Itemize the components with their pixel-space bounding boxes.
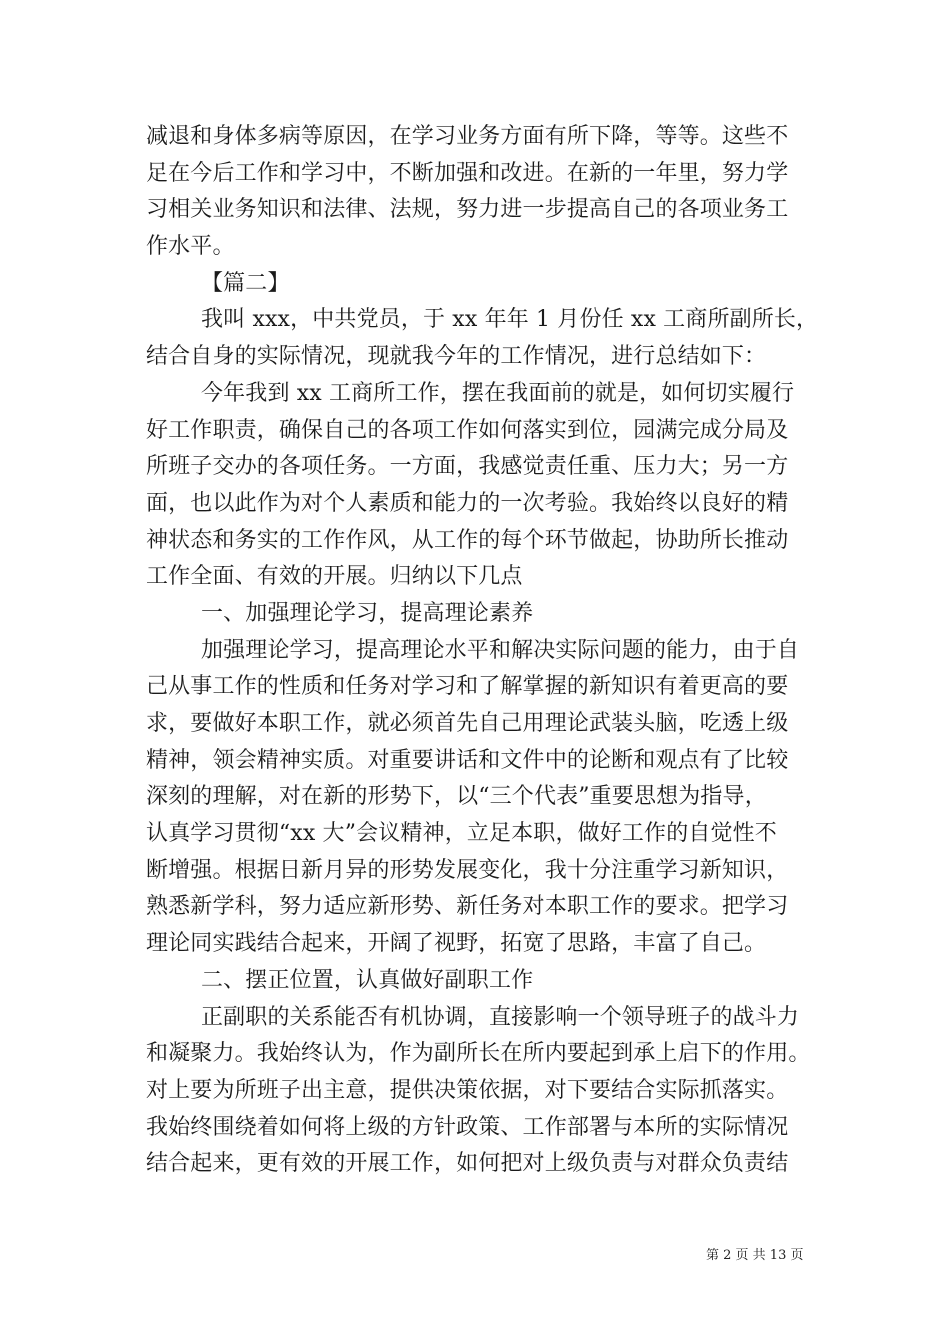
text-line: 习相关业务知识和法律、法规，努力进一步提高自己的各项业务工 <box>146 197 789 223</box>
text-line: 作水平。 <box>146 234 235 260</box>
text-line: 理论同实践结合起来，开阔了视野，拓宽了思路，丰富了自己。 <box>146 931 767 957</box>
text-line: 和凝聚力。我始终认为，作为副所长在所内要起到承上启下的作用。 <box>146 1041 811 1067</box>
text-line: 工作全面、有效的开展。归纳以下几点 <box>146 564 523 590</box>
text-line: 好工作职责，确保自己的各项工作如何落实到位，园满完成分局及 <box>146 417 789 443</box>
text-line: 深刻的理解，对在新的形势下，以“三个代表”重要思想为指导， <box>146 784 767 810</box>
text-line: 断增强。根据日新月异的形势发展变化，我十分注重学习新知识， <box>146 857 789 883</box>
text-line: 求，要做好本职工作，就必须首先自己用理论武装头脑，吃透上级 <box>146 711 789 736</box>
text-line: 面，也以此作为对个人素质和能力的一次考验。我始终以良好的精 <box>146 490 789 516</box>
text-line: 所班子交办的各项任务。一方面，我感觉责任重、压力大；另一方 <box>146 454 789 480</box>
text-line: 对上要为所班子出主意，提供决策依据，对下要结合实际抓落实。 <box>146 1077 789 1103</box>
text-line: 己从事工作的性质和任务对学习和了解掌握的新知识有着更高的要 <box>146 674 789 700</box>
text-line: 结合起来，更有效的开展工作，如何把对上级负责与对群众负责结 <box>146 1151 789 1177</box>
text-line: 一、加强理论学习，提高理论素养 <box>201 600 534 626</box>
text-line: 今年我到 xx 工商所工作，摆在我面前的就是，如何切实履行 <box>201 380 795 406</box>
text-line: 结合自身的实际情况，现就我今年的工作情况，进行总结如下： <box>146 344 767 370</box>
text-line: 认真学习贯彻“xx 大”会议精神，立足本职，做好工作的自觉性不 <box>146 821 777 847</box>
text-line: 加强理论学习，提高理论水平和解决实际问题的能力，由于自 <box>201 637 800 663</box>
text-line: 我始终围绕着如何将上级的方针政策、工作部署与本所的实际情况 <box>146 1114 789 1140</box>
page-number: 第 2 页 共 13 页 <box>706 1248 804 1263</box>
text-line: 神状态和务实的工作作风，从工作的每个环节做起，协助所长推动 <box>146 527 789 553</box>
text-line: 【篇二】 <box>201 270 290 296</box>
text-line: 足在今后工作和学习中，不断加强和改进。在新的一年里，努力学 <box>146 160 789 186</box>
text-line: 精神，领会精神实质。对重要讲话和文件中的论断和观点有了比较 <box>146 747 789 773</box>
text-line: 减退和身体多病等原因，在学习业务方面有所下降，等等。这些不 <box>146 124 789 149</box>
text-line: 正副职的关系能否有机协调，直接影响一个领导班子的战斗力 <box>201 1004 800 1030</box>
text-line: 熟悉新学科，努力适应新形势、新任务对本职工作的要求。把学习 <box>146 894 789 920</box>
text-line: 二、摆正位置，认真做好副职工作 <box>201 967 534 993</box>
text-line: 我叫 xxx，中共党员，于 xx 年年 1 月份任 xx 工商所副所长， <box>201 307 819 333</box>
document-body <box>146 119 818 1183</box>
